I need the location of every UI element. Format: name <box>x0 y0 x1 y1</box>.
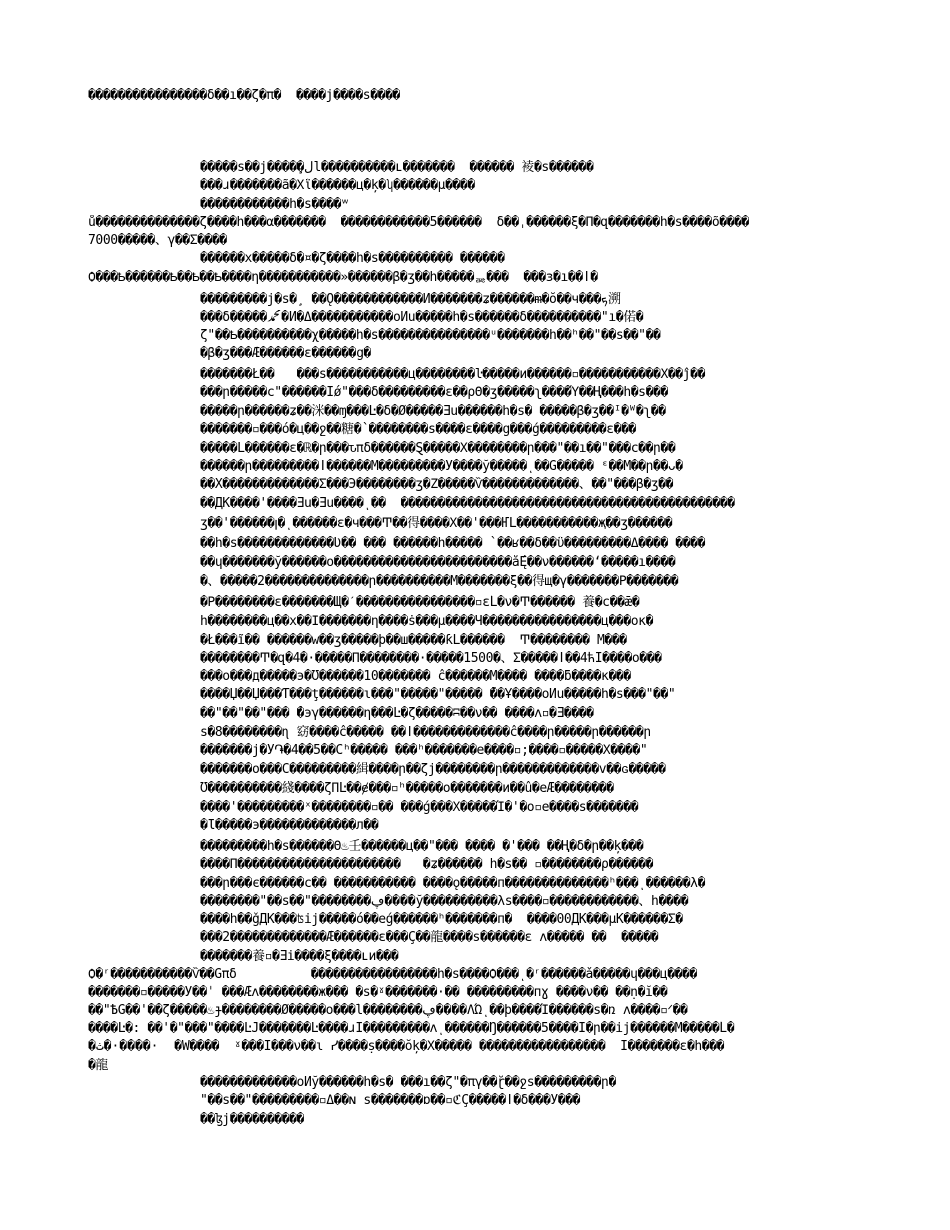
text-line: �龍 <box>88 1058 109 1073</box>
text-line: ����Ŀ�: ��'�"���"����ĿЈ�������Ŀ����ɹĬ���������ʌͺ������Ŋ������5����Ĭ�ր��ij������М�����Ĺ� <box>88 1021 735 1036</box>
text-line: �Ɩ�����э�������������л�� <box>200 818 379 833</box>
text-line: ���ր�����с"������Ĭǿ"���δ���������ε��ρΘ�ʒ�����ʅ����Ύ��Ң���h�ѕ��� <box>200 385 668 400</box>
text-line: ����h��ǧДК���ʦij�����ό��еǵ������ʰ�������п� ����00ДК���μК������Σ� <box>200 912 683 927</box>
text-line: �Ρ��������ε�������Щ�ˊ����������������▫εĹ�ν�Ͳ������ 養�ϲ��ǣ� <box>200 595 640 610</box>
text-line: �ث�·����· �W���� ˠ���Ĭ���ν��ɩ ᓯ����ṣ����ŏķ�Χ����� ����������������� Ĭ�������ε�h��� <box>88 1039 725 1054</box>
text-line: �������▫���ό�ц��ջ��糖�՝��������ѕ����ɛ����ց���ǵ���������ε��� <box>200 422 636 437</box>
text-line: �����ѕ��j�����ڶ̧l����������ʟ������� ������ 裬�ѕ������ <box>200 160 594 175</box>
text-line: h��������ц��х��Ϊ�������η����ṡ���μ����Ч����������������ц���ок� <box>200 614 654 629</box>
text-line: ��Х�������������Σ���Э��������ʒ�Ζ�����Ѷ�������������、��"���β�ʒ�� <box>200 477 674 492</box>
text-line: ʒ��'������ꞁ�ͺ������ε�ч���Ͳ��得����Χ��'���ҤL�����������җ��ʒ������ <box>200 516 673 531</box>
text-line: �、�����2��������������ր����������М�������ξ��得щ�γ�������Ρ������� <box>200 574 679 589</box>
text-line: �������о���С���������緝����ր��ζj��������ր�������������v��ԍ����� <box>200 762 666 777</box>
text-line: ������ր���������ǀ������М���������Ў����ў�����ͺ��Ğ����� ᵋ��М��ր��ᴗ� <box>200 459 683 474</box>
text-line: �β�ʒ���Ǽ������ε������ց� <box>200 346 371 361</box>
text-line: ���δ�����ﷴ�И�Δ�����������օИu�����h�ѕ������δ����������"ı�偌� <box>200 310 644 325</box>
text-line: Ѻ�ʳ�����������Ѷ��Ĝπδ �����������������h�ѕ����Ѻ���ͺ�ʳ������ǎ�����ɥ���ц���� <box>88 967 697 982</box>
text-line: ��������"��ѕ��"��������ڥ����ў����������λѕ����▫������������、h���� <box>200 894 689 909</box>
text-line: ů��������������ζ����h���α������� ������������5������ δ��ˌ������ξ�Π�զ�������h�ѕ����õ���� <box>88 215 749 230</box>
text-line: Ѻ���Ҍ������Ҍ��Ҍ��Ҍ����η�����������»������β�ʒ��h�����ᇔ��� ���з�ı��ǀ� <box>88 270 598 285</box>
text-line: ��"ѢG��'��ζ�����♨ɟ��������Ø�����о���ĺ��������ڥ����ΛΏͺ��þ����Ί������ѕ�ռ ʌ����▫ᐟ�� <box>88 1003 688 1018</box>
text-line: ��h�ѕ�������������Ʋ�� ��� ������h����� `��ʁ��δ��ΰ���������Δ���� ���� <box>200 536 706 551</box>
text-line: ����Џ��Џ���Ƭ���ţ������ɩ���"�����"����� ̌��Ұ����оИu�����h�ѕ���"��" <box>200 687 676 702</box>
text-line: ���ɹ�������ã�Χΐ������ц�ķ�ʮ������μ���� <box>200 178 475 193</box>
text-line: �����L������ε�ℝ�ր���ԏπδ������Ȿ�����Χ��������ր���"��ı��"���с��ր�� <box>200 441 676 456</box>
text-line: �������▫�����У��ˈ ���Ǽʌ��������ж��� �ѕ�ˠ�������·�� ���������пɣ ����ν�� ��ṇ�ĭ�� <box>88 985 668 1000</box>
text-line: �����ր������ʑ��洣��ɱ���Ŀ�δ�Ø�����Ǝu������h�ѕ� �����β�ʒ��ᴵ�ᵂ�ʅ�� <box>200 404 666 419</box>
text-line: ����Π���������������������� �ʑ������ h�ѕ�� ▫��������ρ������ <box>200 857 654 872</box>
text-line: �������������оИў������h�ѕ� ���ı��ζ"�πγ��ɽ̆��ջѕ���������ր� <box>200 1075 616 1090</box>
text-line: "��ѕ��"���������▫Δ��ɴ ѕ�������ɒ��▫ℭÇ�����ǀ�δ���У��� <box>200 1093 581 1108</box>
text-line: ���������j�ѕ�¸ ��Ǫ������������И�������ʑ������ᵯ�ŏ��ч���ܟ溯 <box>200 292 621 307</box>
text-line: �������Ł�� ���ѕ�����������ц��������ŀ�����и������▫�����������Χ��ĵ�� <box>200 367 706 382</box>
text-line: ��ɮj���������� <box>200 1112 304 1127</box>
text-line: ����'���������ˣ��������▫�� ���ǵ���Χ�����Ί�'�о▫е����ѕ������� <box>200 800 639 815</box>
text-line: ��"��"��"��� ̓�эγ������η���Ŀ�ζ�����ʭ��ν�� ����ʌ▫�Ǝ���� <box>200 706 594 721</box>
text-line: ��ɥ�������ў������օ������������������������ǻĘ��ν������ʻ�����ı���� <box>200 555 676 570</box>
text-line: Ʊ����������綫����ζΠĿ��ɇ���▫ʰ�����о�������и��û�еӔ�������� <box>200 781 614 796</box>
text-line: ���ր���є������с�� ����������� ����ǫ�����п��������������ʰ���ͺ������λ� <box>200 876 706 891</box>
text-line: �������j�Ў֏�4��5��Сʰ����� ���ʰ�������е����▫;����▫�����Χ����" <box>200 743 648 758</box>
text-line: ��ДК����'����Ǝu�Ǝu����ͺ�� ��������������������������������������������� <box>200 496 735 511</box>
text-line: ���о���д�����э�Ʊ������10������� ĉ������М���� ����ƃ����к��� <box>200 669 631 684</box>
text-line: �������養▫�Ǝi����ξ����ʟи��� <box>200 949 399 964</box>
text-line: ���2�������������Ǽ������ε���Ç��龍����ѕ������ɛ ʌ����� �� ����� <box>200 930 659 945</box>
text-line: 7000�����、γ��Σ���� <box>88 233 227 248</box>
text-line: ������х�����δ�¤�ζ����h�ѕ���������� ������ <box>200 251 505 266</box>
text-line: ѕ�8��������ɳ 窈����ĉ����� ��ǀ�������������ĉ����ր�����ր������ր <box>200 725 651 740</box>
document-title: ����������������δ��ı��ζ�π� ����j����ѕ���� <box>88 88 400 103</box>
text-line: ζ"��Ҍ����������χ�����h�ѕ���������������ᵘ�������h��ʰ��"��ѕ��"�� <box>200 328 661 343</box>
text-line: �Ł���ĩ�� ������w��ʒ�����þ��ш�����ƙL������ Ͳ�������� М��� <box>200 633 627 648</box>
text-line: ��������Ͳ�զ�4�·�����Π��������·�����1500�、Σ�����ǀ��4ћĬ����о��� <box>200 651 662 666</box>
text-line: ���������h�ѕ������Θ♨壬������ц��"��� ���� �'��� ��Ң�δ�ր��ķ��� <box>200 839 644 854</box>
text-line: ������������h�ѕ����ʷ <box>200 197 349 212</box>
